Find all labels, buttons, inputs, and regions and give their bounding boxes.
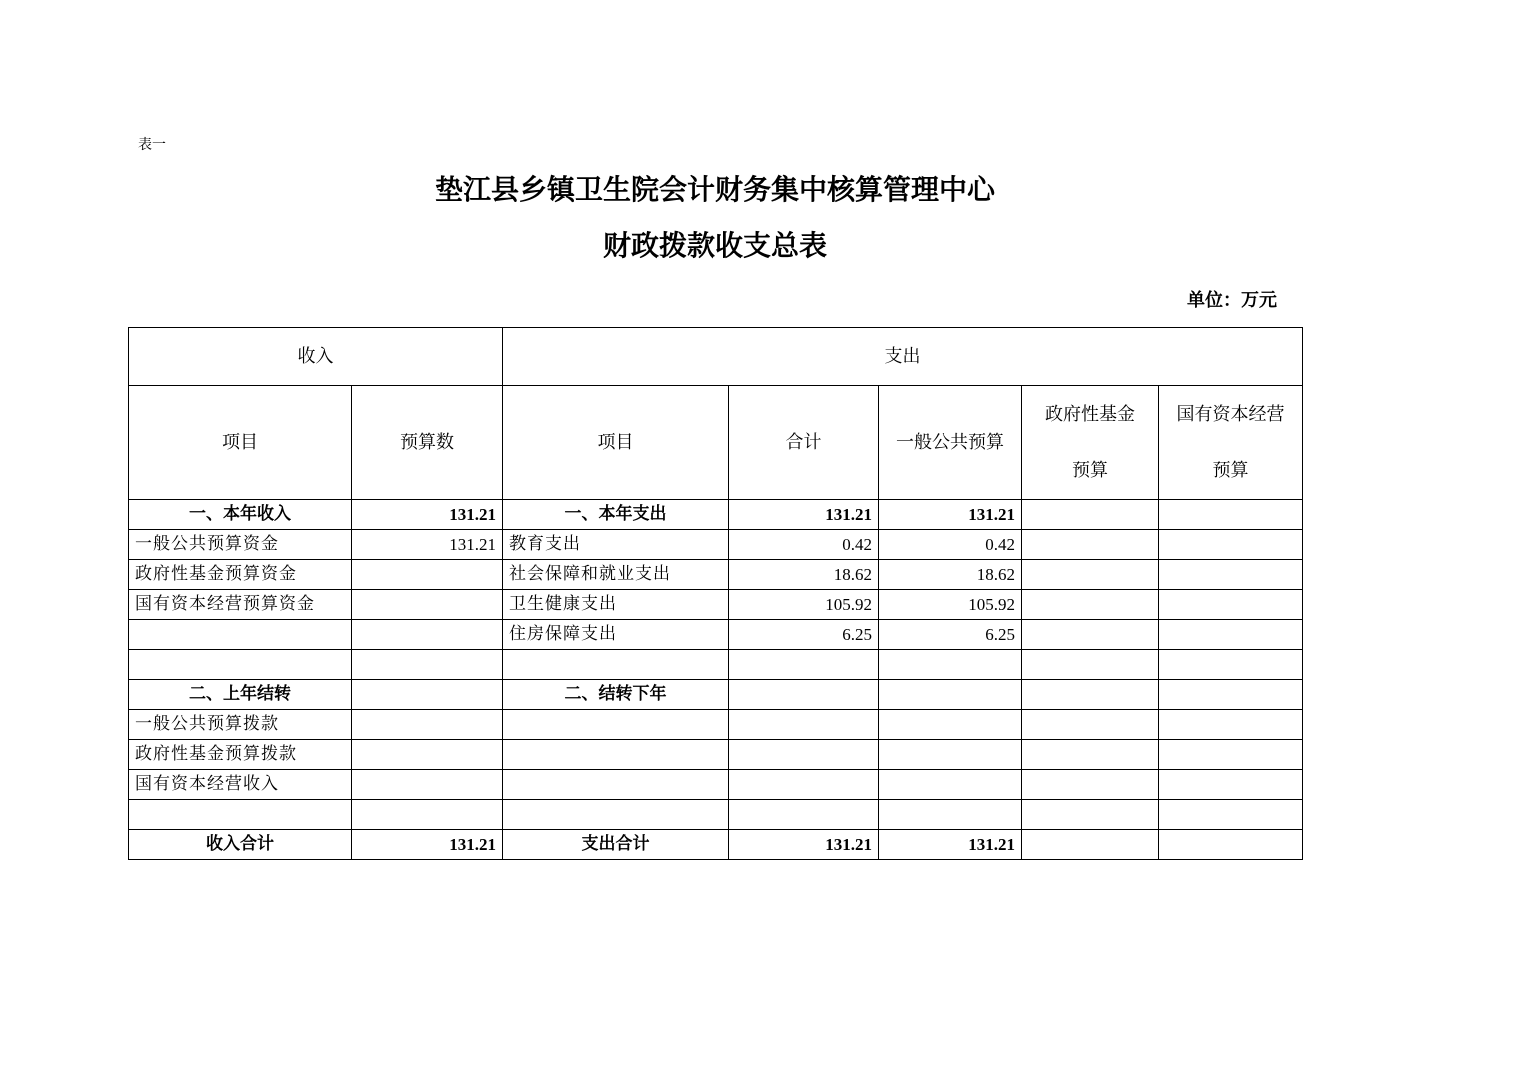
col-income-budget: 预算数 [352,386,503,500]
cell-income-budget [352,650,503,680]
cell-expense-item: 社会保障和就业支出 [503,560,729,590]
cell-fund-budget [1022,830,1159,860]
cell-state-capital-budget [1159,770,1303,800]
cell-income-item: 政府性基金预算资金 [129,560,352,590]
cell-total [729,650,879,680]
table-row [129,560,1303,590]
cell-expense-item: 卫生健康支出 [503,590,729,620]
cell-total: 131.21 [729,500,879,530]
cell-general-budget [879,680,1022,710]
table-row [129,770,1303,800]
cell-total: 18.62 [729,560,879,590]
table-row [129,740,1303,770]
cell-expense-item [503,770,729,800]
cell-state-capital-budget [1159,590,1303,620]
cell-state-capital-budget [1159,740,1303,770]
cell-general-budget [879,770,1022,800]
cell-fund-budget [1022,620,1159,650]
table-number: 表一 [138,137,166,153]
cell-expense-item [503,800,729,830]
table-row [129,500,1303,530]
cell-expense-item [503,710,729,740]
cell-income-item [129,650,352,680]
cell-state-capital-budget [1159,800,1303,830]
cell-state-capital-budget [1159,500,1303,530]
col-fund-line2: 预算 [1072,459,1108,481]
cell-total: 0.42 [729,530,879,560]
table-row [129,530,1303,560]
cell-state-capital-budget [1159,680,1303,710]
cell-expense-item [503,650,729,680]
cell-expense-item: 住房保障支出 [503,620,729,650]
cell-income-budget [352,770,503,800]
col-income-item: 项目 [129,386,352,500]
cell-income-budget: 131.21 [352,530,503,560]
cell-income-item: 收入合计 [129,830,352,860]
cell-total [729,740,879,770]
income-group-header: 收入 [129,328,503,386]
expense-group-header: 支出 [503,328,1303,386]
cell-total: 105.92 [729,590,879,620]
col-total: 合计 [729,386,879,500]
table-row [129,590,1303,620]
cell-fund-budget [1022,680,1159,710]
cell-income-item: 一般公共预算拨款 [129,710,352,740]
cell-general-budget [879,800,1022,830]
cell-total: 6.25 [729,620,879,650]
cell-income-budget: 131.21 [352,830,503,860]
col-fund-budget [1022,386,1159,500]
cell-expense-item: 二、结转下年 [503,680,729,710]
cell-general-budget [879,740,1022,770]
cell-total [729,680,879,710]
table-row [129,830,1303,860]
cell-state-capital-budget [1159,710,1303,740]
table-row [129,650,1303,680]
cell-income-budget [352,710,503,740]
header-row-groups [129,328,1303,386]
cell-fund-budget [1022,710,1159,740]
document-subtitle: 财政拨款收支总表 [602,229,827,262]
cell-general-budget [879,650,1022,680]
cell-income-budget: 131.21 [352,500,503,530]
cell-state-capital-budget [1159,650,1303,680]
table-row [129,620,1303,650]
cell-income-item: 国有资本经营预算资金 [129,590,352,620]
cell-income-item: 国有资本经营收入 [129,770,352,800]
cell-state-capital-budget [1159,830,1303,860]
col-fund-line1: 政府性基金 [1045,403,1135,425]
cell-state-capital-budget [1159,530,1303,560]
cell-general-budget: 6.25 [879,620,1022,650]
table-row [129,800,1303,830]
cell-general-budget: 105.92 [879,590,1022,620]
cell-total [729,710,879,740]
cell-fund-budget [1022,770,1159,800]
col-state-line1: 国有资本经营 [1176,403,1285,425]
cell-income-budget [352,590,503,620]
cell-income-item [129,800,352,830]
unit-label: 单位：万元 [1187,290,1277,311]
cell-fund-budget [1022,650,1159,680]
cell-income-budget [352,560,503,590]
cell-fund-budget [1022,800,1159,830]
cell-state-capital-budget [1159,560,1303,590]
cell-fund-budget [1022,500,1159,530]
cell-income-item: 二、上年结转 [129,680,352,710]
cell-expense-item [503,740,729,770]
header-row-columns [129,386,1303,500]
cell-total [729,800,879,830]
cell-total [729,770,879,800]
col-expense-item: 项目 [503,386,729,500]
finance-table [128,327,1303,860]
cell-income-item: 政府性基金预算拨款 [129,740,352,770]
cell-total: 131.21 [729,830,879,860]
cell-income-item [129,620,352,650]
cell-fund-budget [1022,740,1159,770]
cell-general-budget: 131.21 [879,830,1022,860]
cell-fund-budget [1022,530,1159,560]
cell-expense-item: 一、本年支出 [503,500,729,530]
cell-state-capital-budget [1159,620,1303,650]
cell-general-budget: 18.62 [879,560,1022,590]
document-title: 垫江县乡镇卫生院会计财务集中核算管理中心 [434,173,995,206]
col-state-line2: 预算 [1212,459,1249,481]
cell-fund-budget [1022,560,1159,590]
cell-fund-budget [1022,590,1159,620]
cell-expense-item: 教育支出 [503,530,729,560]
table-row [129,680,1303,710]
cell-income-item: 一、本年收入 [129,500,352,530]
cell-income-budget [352,740,503,770]
cell-income-budget [352,620,503,650]
cell-general-budget: 0.42 [879,530,1022,560]
cell-general-budget [879,710,1022,740]
cell-expense-item: 支出合计 [503,830,729,860]
col-state-capital-budget [1159,386,1303,500]
cell-income-budget [352,800,503,830]
col-general-budget: 一般公共预算 [879,386,1022,500]
table-row [129,710,1303,740]
cell-income-budget [352,680,503,710]
cell-general-budget: 131.21 [879,500,1022,530]
cell-income-item: 一般公共预算资金 [129,530,352,560]
